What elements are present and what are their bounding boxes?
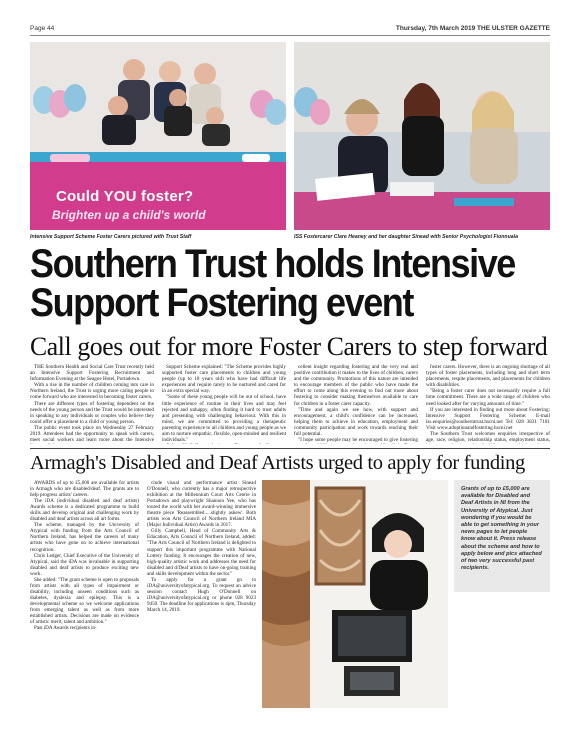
paper-dateline: Thursday, 7th March 2019 THE ULSTER GAZETTE — [395, 25, 550, 32]
main-headline-line2: Support Fostering event — [30, 281, 413, 325]
paragraph: If you are interested in finding out more about Fostering: Intensive Support Fostering Scheme: E-mail iss.enquiries@southerntrust.hscni.net Tel: 028 3831 7181 Visit www.adoptionandfostering.hscni.net — [426, 406, 550, 431]
page-header — [30, 24, 550, 36]
main-article-column-2 — [162, 364, 286, 444]
second-article-column-2 — [147, 480, 256, 708]
banner-brighten-up: Brighten up a child's world — [52, 208, 206, 222]
caption-left-photo: Intensive Support Scheme Foster Carers pictured with Trust Staff — [30, 234, 192, 240]
paragraph: The iDA (individual disabled and deaf artists) Awards scheme is a dedicated programme to build skills and develop original and challenging work by disabled and deaf artists across all art forms. — [30, 498, 139, 523]
paragraph: The scheme, managed by the University of Atypical with funding from the Arts Council of Northern Ireland, has helped the careers of many artists who have gone on to achieve international recognition. — [30, 522, 139, 553]
main-subhead: Call goes out for more Foster Carers to step forward — [30, 331, 548, 361]
main-article-body — [30, 364, 550, 444]
paragraph: Support Scheme explained: "The Scheme provides highly supported foster care placements to children and young people (up to 18 years old) who have had difficult life experiences and require rarely to be nurtured and cared for in an extra special way. — [162, 364, 286, 395]
photo-artwork — [262, 480, 448, 708]
paragraph: There are different types of fostering dependent on the needs of the young person and the Trust would be interested in speaking to any individuals or couples who believe they could offer a placement to a child or young person. — [30, 400, 154, 425]
sidebox-callout: Grants of up to £5,000 are available for Disabled and Deaf Artists in NI from the University of Atypical. Just wondering if you would be able to get something in your news pages to let people know about it. Press release about the scheme and how to apply below and pics attached of two very successful past recipients. — [454, 480, 550, 592]
paragraph: To apply for a grant go to iDA@universityofatypical.org. To request an advice session contact Hugh O'Donnell on iDA@universityofatypical.org or phone 028 9023 9450. The deadline for applications is 4pm, Thursday March 14, 2019. — [147, 576, 256, 613]
photo-iss-fostercarer — [294, 42, 550, 230]
second-headline: Armagh's Disabled and Deaf Artists urged to apply for funding — [30, 452, 525, 474]
main-article-column-4 — [426, 364, 550, 444]
paragraph: AWARDS of up to £5,000 are available for artists in Armagh who are disabled/deaf. The grants are to help progress artists' careers. — [30, 480, 139, 499]
paragraph: cellent insight regarding fostering and the very real and positive contribution it makes to the lives of children, carers and the community. Promotions of this nature are intended to encourage members of the public who have made the effort to come along this evening to find out more about fostering to consider making themselves available to care for children in a foster carer capacity. — [294, 364, 418, 407]
main-article-column-1 — [30, 364, 154, 444]
second-article-body — [30, 480, 256, 708]
main-headline-line1: Southern Trust holds Intensive — [30, 242, 515, 286]
paragraph: foster carers. However, there is an ongoing shortage of all types of foster placements, including long and short term placements, respite placements, and placements for children with disabilities. — [426, 364, 550, 389]
banner-could-you-foster: Could YOU foster? — [56, 188, 194, 205]
paragraph: THE Southern Health and Social Care Trust recently held an Intensive Support Fostering Recruitment and Information Evening at the Seagoe Hotel, Portadown. — [30, 364, 154, 383]
paragraph — [162, 443, 286, 444]
second-article-column-1 — [30, 480, 139, 708]
paragraph: "Some of these young people will be out of school, have little experience of routine in their lives and may feel rejected and unhappy, often finding it hard to trust adults and presenting with challenging behaviour. With this in mind, we are committed to providing a therapeutic parenting experience to all children and young people as we aim to nurture empathic, flexible, open-minded and resilient individuals." — [162, 394, 286, 444]
paragraph: The Southern Trust welcomes enquiries irrespective of age, race, religion, relationship status, employment status, — [426, 431, 550, 444]
paragraph: "Being a foster carer does not necessarily require a full time commitment. There are a wide range of children who need looked after for varying amounts of time." — [426, 388, 550, 407]
paragraph: Chris Ledger, Chief Executive of the University of Atypical, said the iDA was invaluable in supporting disabled and deaf artists to produce exciting new work. — [30, 552, 139, 577]
paragraph: clude visual and performance artist Sinead O'Donnell, who currently has a major retrospective exhibition at the Millennium Court Arts Centre in Portadown and playwright Shannon Yee, who has toured the world with her award-winning immersive theatre piece 'Reassembled.....slightly askew'. Both artists won Arts Council of Northern Ireland MIA (Major Individual Artist) Awards in 2017. — [147, 480, 256, 529]
paragraph: She added: "The grant scheme is open to proposals from artists with all types of impairment or disability, including unseen conditions such as diabetes, dyslexia and epilepsy. This is a developmental scheme so we welcome applications from emerging talent as well as from more established artists. Decisions are made on evidence of artistic merit, talent and ambition." — [30, 576, 139, 626]
main-headline — [30, 242, 515, 325]
photo-artwork-image — [262, 480, 448, 708]
paragraph: The public event took place on Wednesday 27 February 2019. Attendees had the opportunity to speak with carers, meet social workers and learn more about the Intensive — [30, 424, 154, 444]
photo-iss-fostercarer-image — [294, 42, 550, 230]
paragraph: Past iDA Awards recipients in- — [34, 625, 97, 632]
paragraph: With a rise in the number of children coming into care in Northern Ireland, the Trust is urging more caring people to come forward who are interested in becoming foster carers. — [30, 382, 154, 401]
page-number: Page 44 — [30, 25, 55, 32]
paragraph: "Time and again we see how, with support and encouragement, a child's confidence can be increased, helping them to achieve in education, employment and community participation and work towards reaching their full potential. — [294, 406, 418, 438]
section-divider — [30, 448, 550, 449]
photo-foster-carers — [30, 42, 286, 230]
paragraph: Gilly Campbell, Head of Community Arts & Education, Arts Council of Northern Ireland, added: "The Arts Council of Northern Ireland is delighted to support this important programme with National Lottery funding. It encourages the creation of new, high-quality artistic work and addresses the need for disabled and d/Deaf artists to have on-going training and skills development within the sector." — [147, 528, 256, 577]
paragraph: "I hope some people may be encouraged to give fostering — [298, 437, 418, 444]
caption-right-photo: ISS Fostercarer Clare Heaney and her daughter Sinead with Senior Psychologist Fionnuala — [294, 234, 518, 240]
main-article-column-3 — [294, 364, 418, 444]
